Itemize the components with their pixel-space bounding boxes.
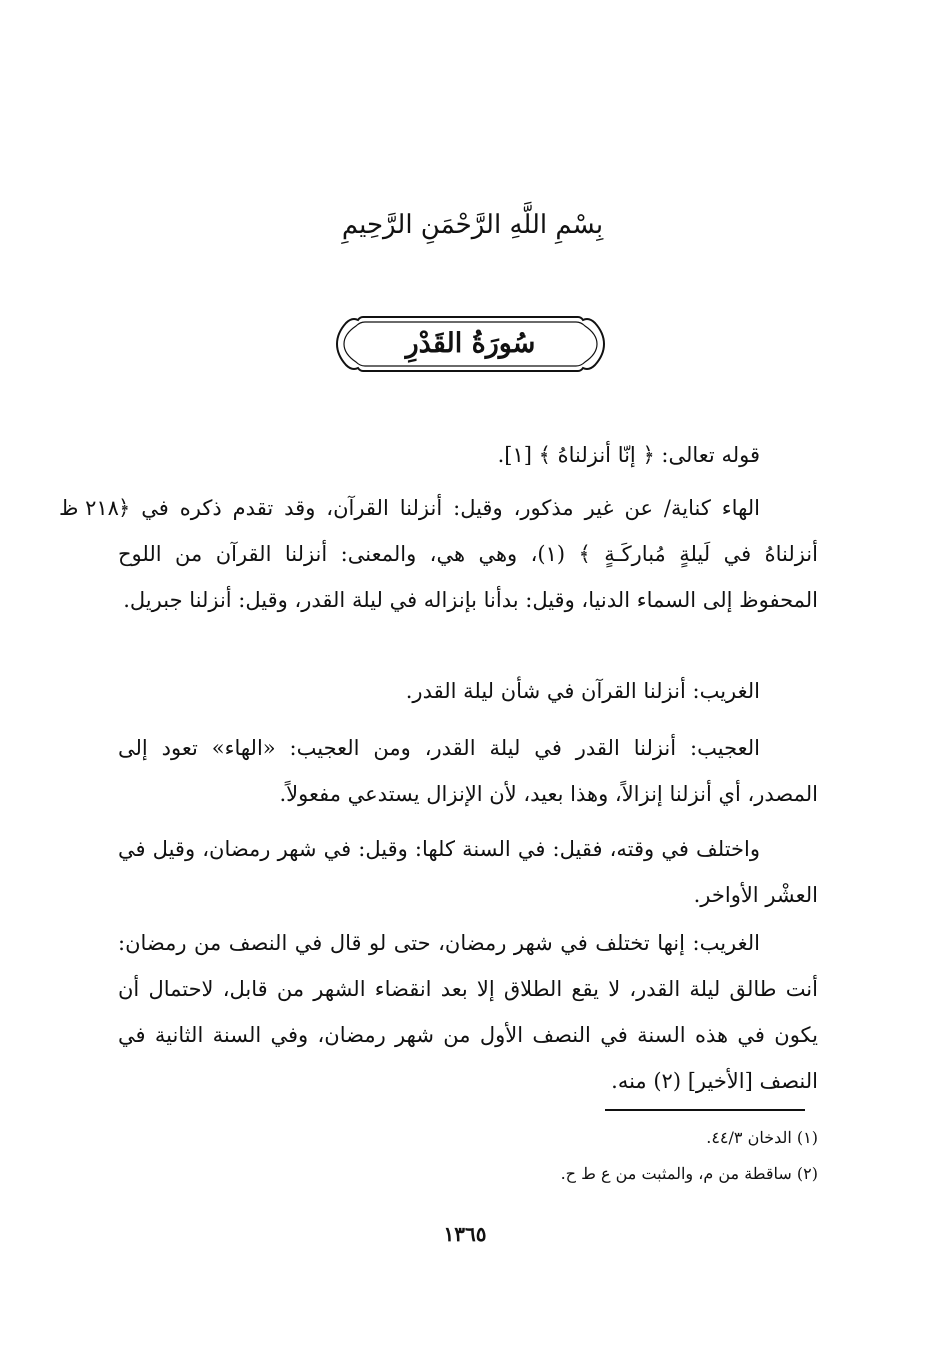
basmala-text: بِسْمِ اللَّهِ الرَّحْمَنِ الرَّحِيمِ <box>341 210 604 240</box>
surah-title-cartouche <box>333 313 608 375</box>
paragraph-6: الغريب: إنها تختلف في شهر رمضان، حتى لو قال في النصف من رمضان: أنت طالق ليلة القدر، لا يقع الطلاق إلا بعد انقضاء الشهر من قابل، لاحتمال أن يكون في هذه السنة في النصف الأول من شهر رمضان، وفي السنة الثانية في النصف [الأخير] (٢) منه. <box>118 931 818 1093</box>
basmala-heading <box>300 200 645 250</box>
commentary-paragraph <box>118 485 818 623</box>
gharib-paragraph <box>118 668 818 714</box>
manuscript-folio-note: ٢١٨ ظ <box>59 496 119 520</box>
paragraph-1: قوله تعالى: ﴿ إنّا أنزلناهُ ﴾ [١]. <box>497 443 760 467</box>
paragraph-2: الهاء كناية/ عن غير مذكور، وقيل: أنزلنا القرآن، وقد تقدم ذكره في ﴿ أنزلناهُ في لَيلةٍ مُباركَـةٍ ﴾ (١)، وهي هي، والمعنى: أنزلنا القرآن من اللوح المحفوظ إلى السماء الدنيا، وقيل: بدأنا بإنزاله في ليلة القدر، وقيل: أنزلنا جبريل. <box>118 496 818 612</box>
footnotes <box>480 1120 818 1192</box>
paragraph-5: واختلف في وقته، فقيل: في السنة كلها: وقيل: في شهر رمضان، وقيل في العشْر الأواخر. <box>118 837 818 907</box>
ajib-paragraph <box>118 725 818 817</box>
paragraph-3: الغريب: أنزلنا القرآن في شأن ليلة القدر. <box>405 679 760 703</box>
footnote-1: (١) الدخان ٤٤/٣. <box>706 1128 818 1147</box>
page-number: ١٣٦٥ <box>443 1222 487 1246</box>
timing-paragraph <box>118 826 818 918</box>
paragraph-4: العجيب: أنزلنا القدر في ليلة القدر، ومن العجيب: «الهاء» تعود إلى المصدر، أي أنزلنا إنزالاً، وهذا بعيد، لأن الإنزال يستدعي مفعولاً. <box>118 736 818 806</box>
footnote-2: (٢) ساقطة من م، والمثبت من ع ط ح. <box>560 1164 818 1183</box>
verse-intro-paragraph <box>118 432 818 478</box>
gharib-ruling-paragraph <box>118 920 818 1104</box>
footnote-divider <box>605 1109 805 1111</box>
surah-title: سُورَةُ القَدْرِ <box>405 328 536 359</box>
